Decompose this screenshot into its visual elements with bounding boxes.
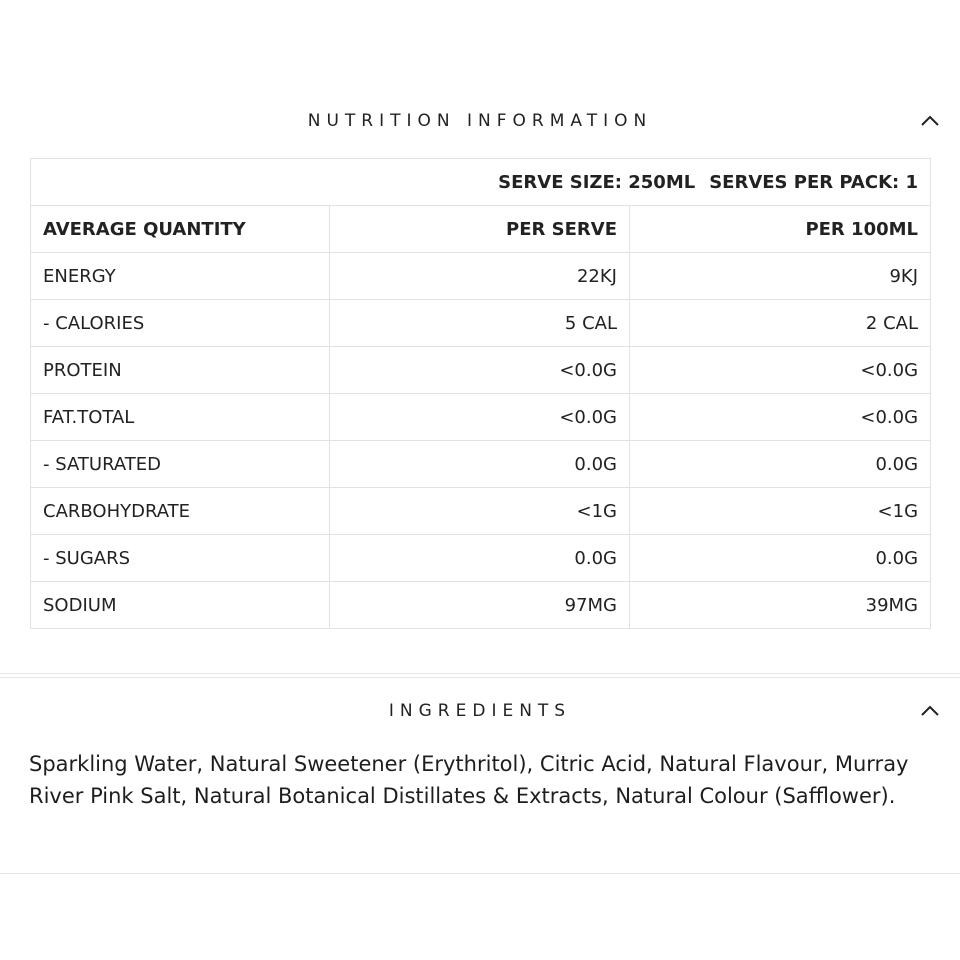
per-serve-value: <0.0G xyxy=(330,347,630,394)
table-row xyxy=(31,300,931,347)
per-100ml-value: <0.0G xyxy=(630,394,931,441)
nutrition-table xyxy=(30,158,931,629)
per-serve-value: <0.0G xyxy=(330,394,630,441)
table-row xyxy=(31,347,931,394)
per-100ml-value: 0.0G xyxy=(630,535,931,582)
nutrient-name: SODIUM xyxy=(31,582,330,629)
column-header-per-100ml: PER 100ML xyxy=(630,206,931,253)
nutrient-name: - CALORIES xyxy=(31,300,330,347)
table-row xyxy=(31,488,931,535)
table-row xyxy=(31,582,931,629)
table-header-row xyxy=(31,206,931,253)
section-divider xyxy=(0,677,960,678)
per-serve-value: 5 CAL xyxy=(330,300,630,347)
section-divider xyxy=(0,873,960,874)
nutrient-name: PROTEIN xyxy=(31,347,330,394)
serve-info-cell xyxy=(31,159,931,206)
per-serve-value: 97MG xyxy=(330,582,630,629)
per-100ml-value: <1G xyxy=(630,488,931,535)
per-serve-value: <1G xyxy=(330,488,630,535)
chevron-up-icon[interactable] xyxy=(919,704,941,718)
table-row xyxy=(31,394,931,441)
column-header-average-quantity: AVERAGE QUANTITY xyxy=(31,206,330,253)
per-serve-value: 22KJ xyxy=(330,253,630,300)
nutrient-name: - SUGARS xyxy=(31,535,330,582)
column-header-per-serve: PER SERVE xyxy=(330,206,630,253)
table-row xyxy=(31,441,931,488)
per-100ml-value: 39MG xyxy=(630,582,931,629)
serve-info-row xyxy=(31,159,931,206)
ingredients-section-header[interactable] xyxy=(0,700,960,722)
chevron-up-icon[interactable] xyxy=(919,114,941,128)
table-row xyxy=(31,253,931,300)
nutrient-name: ENERGY xyxy=(31,253,330,300)
section-divider xyxy=(0,673,960,674)
per-100ml-value: <0.0G xyxy=(630,347,931,394)
nutrition-title: NUTRITION INFORMATION xyxy=(307,111,653,131)
nutrient-name: CARBOHYDRATE xyxy=(31,488,330,535)
nutrient-name: FAT.TOTAL xyxy=(31,394,330,441)
table-row xyxy=(31,535,931,582)
per-100ml-value: 9KJ xyxy=(630,253,931,300)
per-serve-value: 0.0G xyxy=(330,441,630,488)
ingredients-title: INGREDIENTS xyxy=(388,701,572,721)
per-serve-value: 0.0G xyxy=(330,535,630,582)
nutrition-section-header[interactable] xyxy=(0,110,960,132)
serves-per-pack: SERVES PER PACK: 1 xyxy=(709,171,919,193)
serve-size: SERVE SIZE: 250ML xyxy=(498,171,696,193)
per-100ml-value: 0.0G xyxy=(630,441,931,488)
per-100ml-value: 2 CAL xyxy=(630,300,931,347)
ingredients-text: Sparkling Water, Natural Sweetener (Erythritol), Citric Acid, Natural Flavour, Murray River Pink Salt, Natural Botanical Distillates & Extracts, Natural Colour (Safflower). xyxy=(29,752,909,808)
nutrient-name: - SATURATED xyxy=(31,441,330,488)
